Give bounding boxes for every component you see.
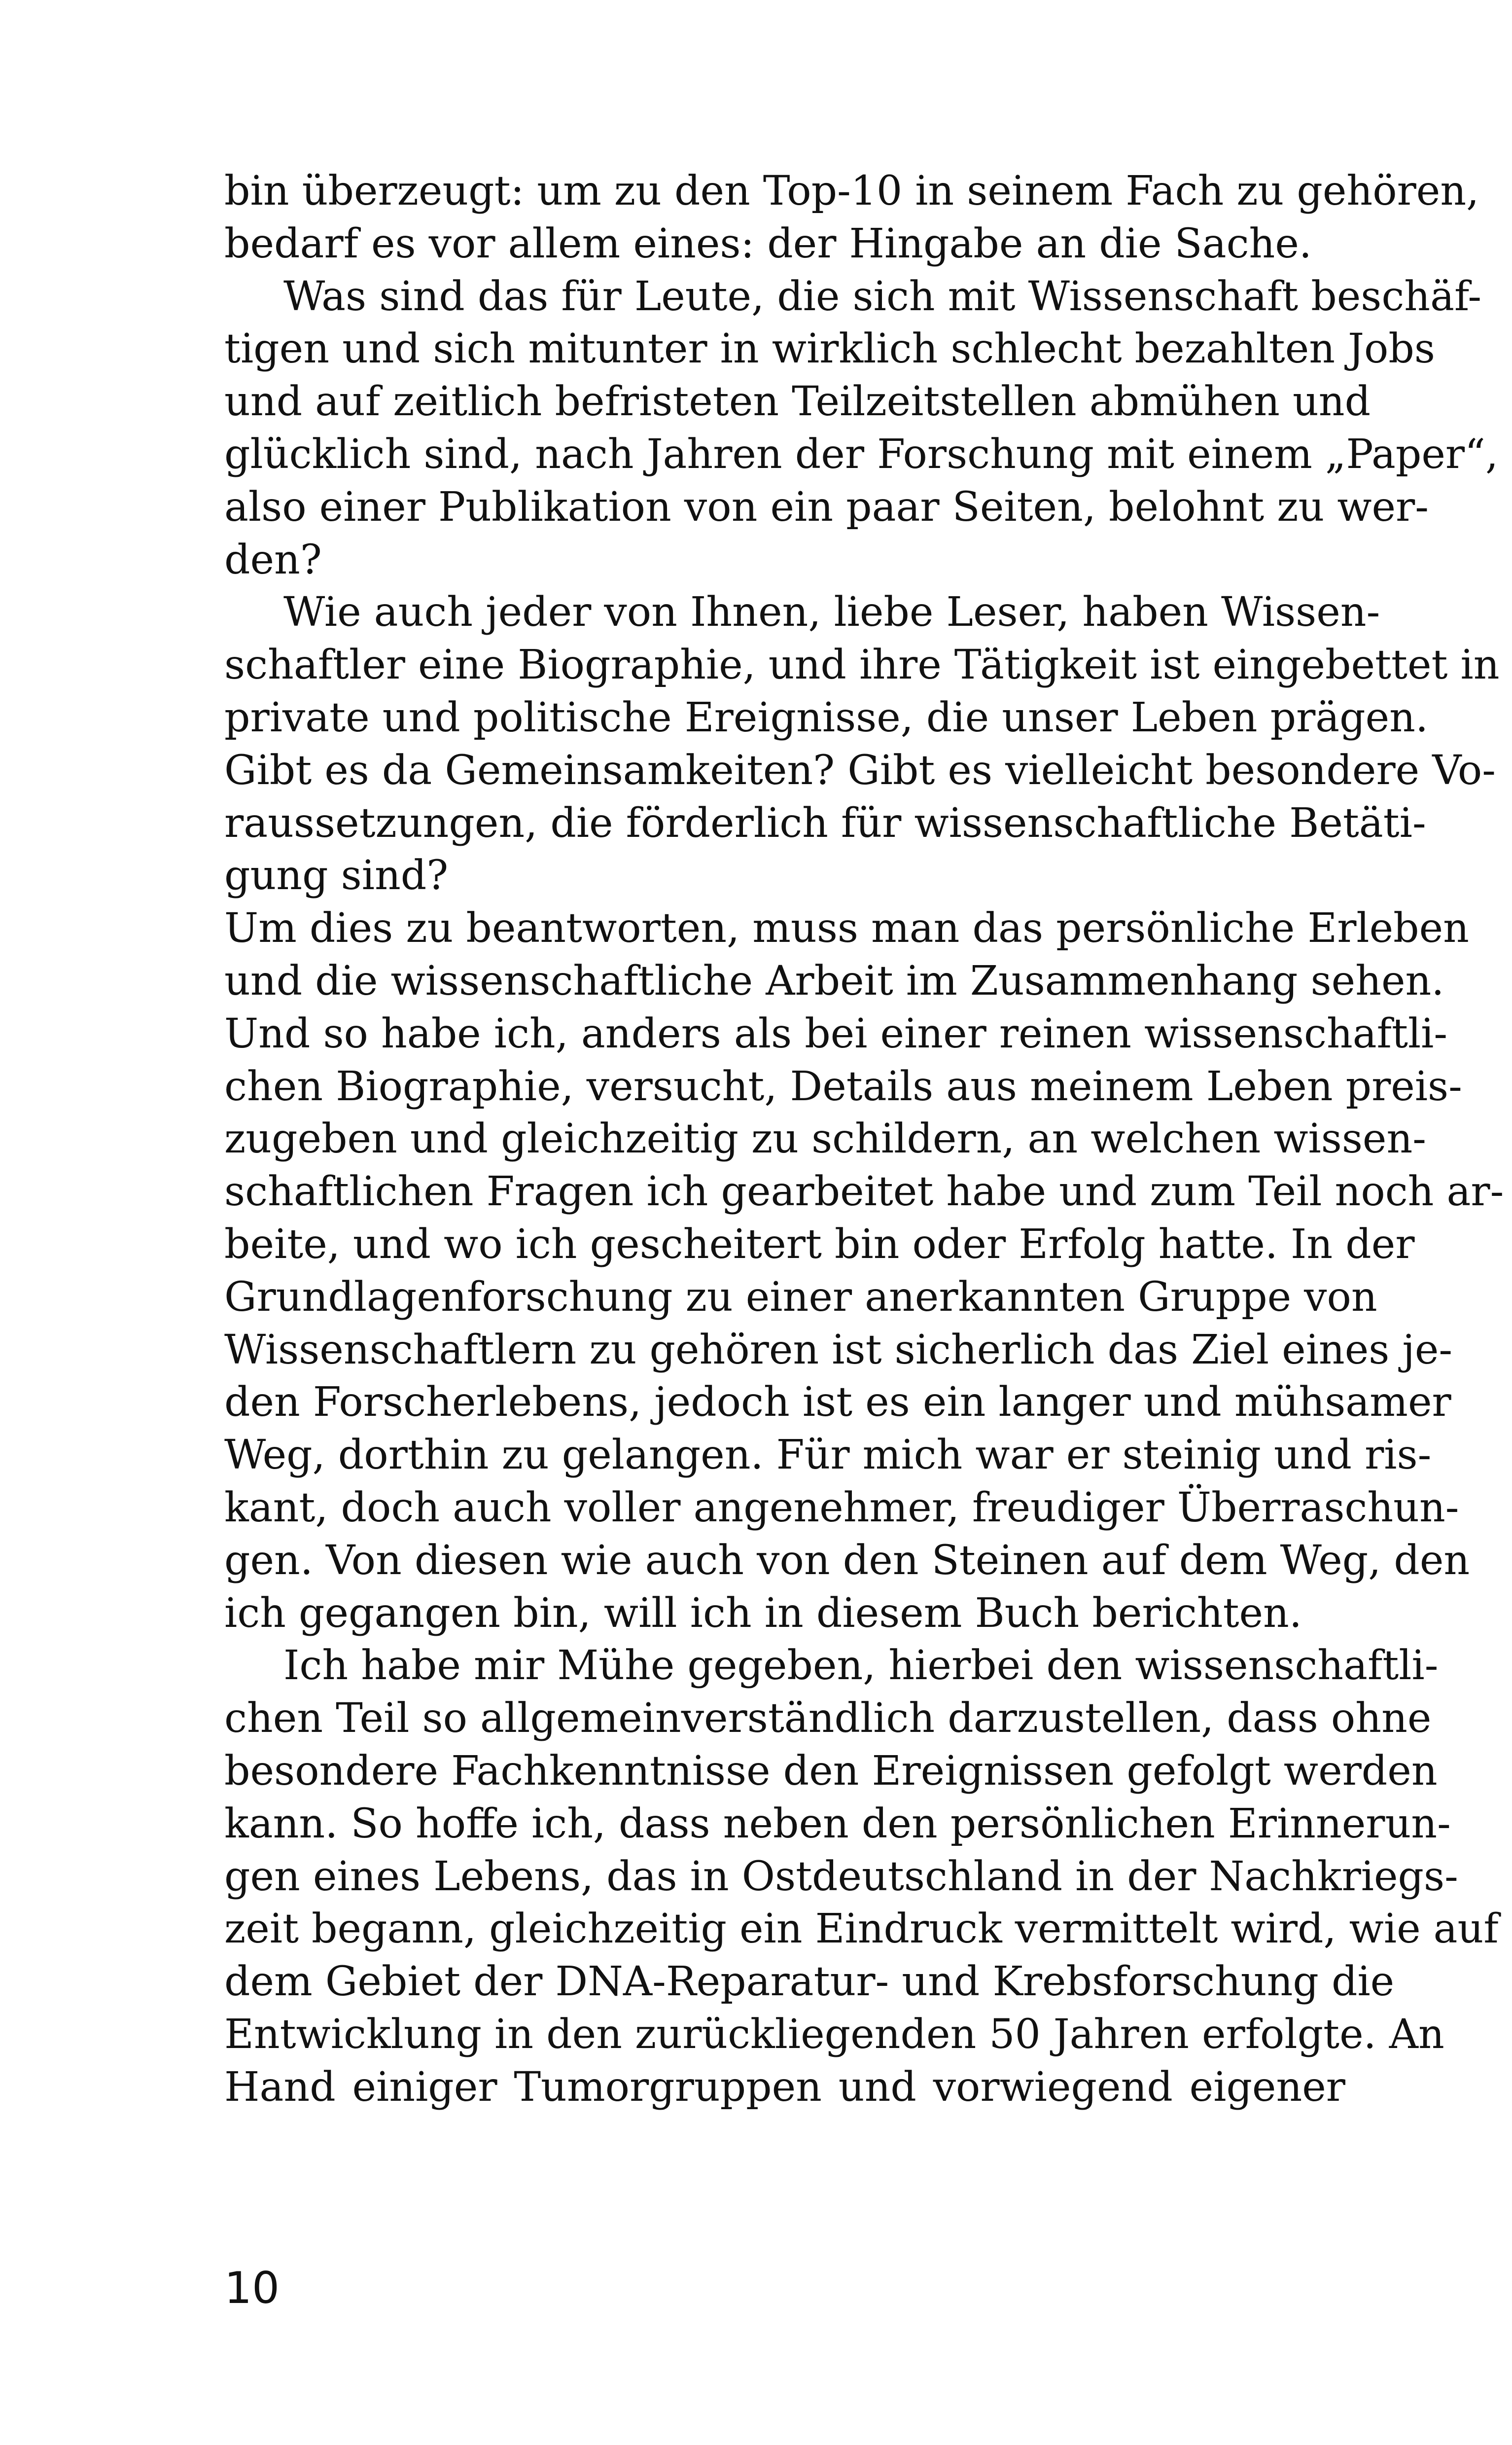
text-line: zugeben und gleichzeitig zu schildern, an welchen wissen- — [224, 1115, 1426, 1163]
text-line: beite, und wo ich gescheitert bin oder Erfolg hatte. In der — [224, 1221, 1415, 1268]
text-line: gung sind? — [224, 852, 449, 899]
text-line: schaftlichen Fragen ich gearbeitet habe und zum Teil noch ar- — [224, 1168, 1504, 1216]
paragraph — [224, 271, 1499, 587]
paragraph — [224, 586, 1500, 902]
paragraph — [224, 165, 1479, 271]
text-line: bedarf es vor allem eines: der Hingabe an die Sache. — [224, 220, 1312, 267]
text-line: glücklich sind, nach Jahren der Forschung mit einem „Paper“, — [224, 431, 1499, 478]
text-line: kant, doch auch voller angenehmer, freudiger Überraschun- — [224, 1484, 1459, 1531]
text-line: zeit begann, gleichzeitig ein Eindruck vermittelt wird, wie auf — [224, 1906, 1499, 1953]
text-line: den Forscherlebens, jedoch ist es ein langer und mühsamer — [224, 1379, 1451, 1426]
text-line: gen eines Lebens, das in Ostdeutschland in der Nachkriegs- — [224, 1853, 1458, 1900]
text-line: bin überzeugt: um zu den Top-10 in seinem Fach zu gehören, — [224, 168, 1479, 215]
paragraph — [224, 1640, 1499, 2114]
text-line: dem Gebiet der DNA-Reparatur- und Krebsforschung die — [224, 1958, 1395, 2006]
text-line: Ich habe mir Mühe gegeben, hierbei den wissenschaftli- — [283, 1642, 1439, 1690]
text-line: Grundlagenforschung zu einer anerkannten Gruppe von — [224, 1273, 1377, 1321]
text-line: und auf zeitlich befristeten Teilzeitstellen abmühen und — [224, 378, 1371, 426]
text-line: Gibt es da Gemeinsamkeiten? Gibt es vielleicht besondere Vo- — [224, 747, 1496, 794]
text-line: chen Teil so allgemeinverständlich darzustellen, dass ohne — [224, 1695, 1432, 1742]
text-line: chen Biographie, versucht, Details aus meinem Leben preis- — [224, 1063, 1462, 1110]
text-line: Um dies zu beantworten, muss man das persönliche Erleben — [224, 905, 1469, 952]
text-line: Wissenschaftlern zu gehören ist sicherlich das Ziel eines je- — [224, 1326, 1453, 1373]
text-line: tigen und sich mitunter in wirklich schlecht bezahlten Jobs — [224, 325, 1435, 373]
text-line: Und so habe ich, anders als bei einer reinen wissenschaftli- — [224, 1010, 1448, 1057]
text-line: besondere Fachkenntnisse den Ereignissen gefolgt werden — [224, 1747, 1438, 1795]
body-text — [224, 165, 1504, 2114]
text-line: Entwicklung in den zurückliegenden 50 Jahren erfolgte. An — [224, 2011, 1444, 2058]
text-line: Wie auch jeder von Ihnen, liebe Leser, haben Wissen- — [283, 589, 1380, 636]
text-line: kann. So hoffe ich, dass neben den persönlichen Erinnerun- — [224, 1800, 1451, 1847]
text-line: Hand einiger Tumorgruppen und vorwiegend eigener — [224, 2063, 1345, 2111]
text-line: ich gegangen bin, will ich in diesem Buch berichten. — [224, 1589, 1302, 1637]
text-line: gen. Von diesen wie auch von den Steinen auf dem Weg, den — [224, 1537, 1470, 1584]
paragraph — [224, 902, 1504, 1640]
text-line: also einer Publikation von ein paar Seiten, belohnt zu wer- — [224, 483, 1429, 531]
page-number: 10 — [224, 2263, 280, 2313]
text-line: den? — [224, 536, 322, 583]
text-line: Was sind das für Leute, die sich mit Wissenschaft beschäf- — [283, 273, 1482, 320]
text-line: schaftler eine Biographie, und ihre Tätigkeit ist eingebettet in — [224, 642, 1500, 689]
text-line: private und politische Ereignisse, die unser Leben prägen. — [224, 694, 1429, 741]
text-line: und die wissenschaftliche Arbeit im Zusammenhang sehen. — [224, 957, 1444, 1005]
text-line: raussetzungen, die förderlich für wissenschaftliche Betäti- — [224, 799, 1426, 847]
text-line: Weg, dorthin zu gelangen. Für mich war er steinig und ris- — [224, 1432, 1432, 1479]
